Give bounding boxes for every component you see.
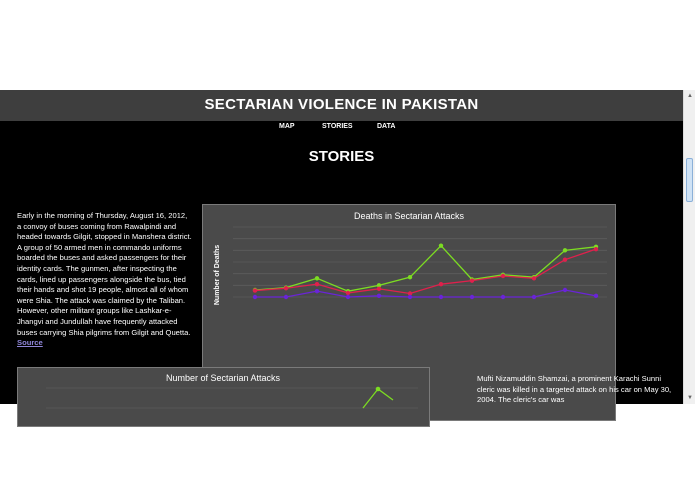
data-point [563, 248, 567, 252]
data-point [470, 295, 474, 299]
y-axis-label: Number of Deaths [214, 244, 221, 306]
data-point [253, 288, 257, 292]
data-point [563, 288, 567, 292]
data-point [346, 295, 350, 299]
chart-title: Deaths in Sectarian Attacks [353, 211, 465, 221]
series-line [255, 249, 596, 293]
series-line [255, 290, 596, 297]
data-point [470, 278, 474, 282]
data-point [408, 275, 412, 279]
data-point [594, 294, 598, 298]
vertical-scrollbar[interactable] [683, 90, 695, 404]
nav-item-data[interactable]: DATA [377, 123, 396, 130]
data-point [501, 295, 505, 299]
site-title: SECTARIAN VIOLENCE IN PAKISTAN [204, 96, 479, 113]
data-point [377, 294, 381, 298]
data-point [253, 295, 257, 299]
data-point [346, 291, 350, 295]
chart-attacks [17, 367, 430, 427]
total-attacks-line [363, 389, 393, 408]
data-point [532, 276, 536, 280]
series-line [255, 246, 596, 291]
main-nav [0, 123, 683, 135]
page-viewport [0, 90, 683, 404]
data-point [315, 282, 319, 286]
data-point [501, 274, 505, 278]
data-point [563, 257, 567, 261]
data-point [439, 295, 443, 299]
page-heading: STORIES [308, 148, 375, 165]
nav-item-stories[interactable]: STORIES [322, 123, 353, 130]
series-lines [253, 243, 598, 299]
data-point [284, 286, 288, 290]
data-point [532, 295, 536, 299]
story-text-cleric: Mufti Nizamuddin Shamzai, a prominent Karachi Sunni cleric was killed in a targeted attack on his car on May 30, 2004. The cleric's car was [477, 374, 672, 404]
scrollbar-thumb[interactable] [686, 158, 693, 202]
data-point [408, 295, 412, 299]
data-point [377, 287, 381, 291]
data-point [315, 289, 319, 293]
data-point [439, 282, 443, 286]
data-point [594, 247, 598, 251]
chart-title: Number of Sectarian Attacks [165, 373, 281, 383]
story-text-bus-attack [17, 211, 193, 349]
source-link[interactable]: Source [17, 338, 43, 348]
data-point [284, 295, 288, 299]
scroll-up-icon[interactable]: ▲ [687, 93, 693, 99]
data-point [376, 387, 381, 392]
site-header [0, 90, 683, 121]
scroll-down-icon[interactable]: ▼ [687, 395, 693, 401]
nav-item-map[interactable]: MAP [279, 123, 295, 130]
story-paragraph: Early in the morning of Thursday, August 16, 2012, a convoy of buses coming from Rawalpindi and headed towards Gilgit, stopped in Manshera district. A group of 50 armed men in commando uniforms boarded the buses and asked passengers for their identity cards. The gunmen, after inspecting the cards, lined up passengers alongside the bus, tied their hands and shot 19 people, almost all of whom were Shia. The attack was claimed by the Taliban. However, other militant groups like Lashkar-e-Jhangvi and Jundullah have frequently attacked buses carrying Shia pilgrims from Gilgit and Quetta. [17, 211, 192, 337]
attacks-chart-svg [18, 368, 429, 426]
data-point [315, 276, 319, 280]
data-point [439, 243, 443, 247]
